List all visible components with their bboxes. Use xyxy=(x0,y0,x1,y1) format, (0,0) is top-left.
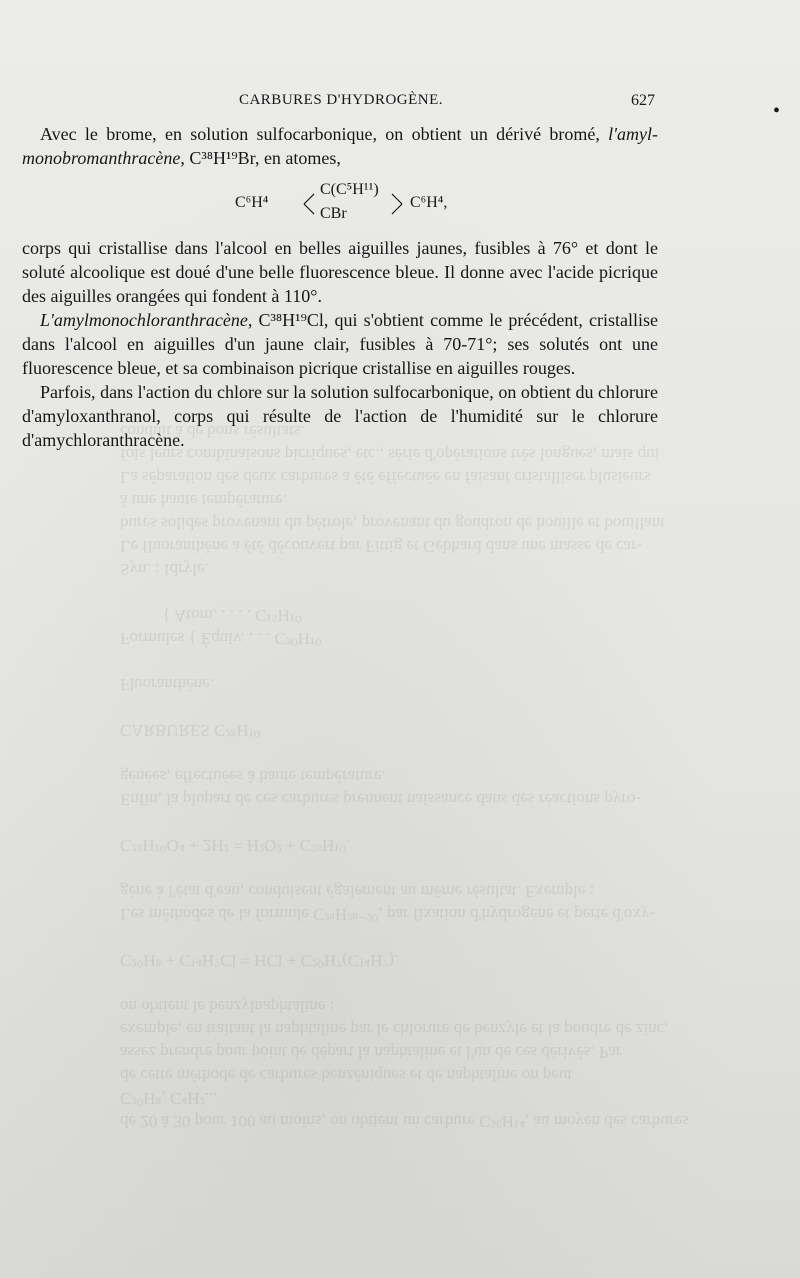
bleed-through-text: de 20 à 30 pour 100 au moins, on obtient un carbure C³⁶H¹⁴, au moyen des carbures C²⁰H⁸, C⁴H²... de cette méthode de carbures benzéniques et de naphtaline on peut assez prendre pour point de départ la naphtaline et l'un de ces dérivés. Par exemple, en traitant la naphtaline par le chlorure de benzyle et la poudre de zinc, on obtient le benzylnaphtaline : C²⁰H⁸ + C¹⁴H⁷Cl = HCl + C²⁰H⁷(C¹⁴H⁷). Les méthodes de la formule C²ⁿH²ⁿ⁻²⁰, par fixation d'hydrogène et perte d'oxy- gène à l'état d'eau, conduisent également au même résultat. Exemple : C²⁸H¹⁰O⁴ + 2H² = H²O² + C²⁸H¹⁰. Enfin, la plupart de ces carbures prennent naissance dans des réactions pyro- génées, effectuées à haute température. CARBURES C²⁸H¹⁰ Fluoranthène. Formules { Équiv. . . . C³⁰H¹⁰ { Atom. . . . . C¹⁵H¹⁰ Syn. : Idryle. Le fluoranthène a été découvert par Fittig et Gebhard dans une masse de car- bures solides provenant du pétrole, provenant du goudron de houille et bouillant à une haute température. La séparation des deux carbures a été effectuée en faisant cristalliser plusieurs fois leurs combinaisons picriques, etc., série d'opérations très longues, mais qui conduit à de bons résultats. xyxy=(120,422,689,1131)
formula-bottom-group: CBr xyxy=(320,205,347,222)
formula-left-group: C⁶H⁴ xyxy=(235,194,269,211)
formula-top-group: C(C⁵H¹¹) xyxy=(320,181,379,198)
page-number: 627 xyxy=(631,92,655,109)
formula-right-group: C⁶H⁴, xyxy=(410,194,448,211)
structural-formula xyxy=(22,178,658,228)
paragraph-bromo-text-a: Avec le brome, en solution sulfocarbonique, on obtient un dérivé bromé, xyxy=(40,124,609,144)
paragraph-chloro-text: , C³⁸H¹⁹Cl, qui s'obtient comme le précédent, cristallise dans l'alcool en aiguilles d'un jaune clair, fusibles à 70-71°; ses solutés ont une fluorescence bleue, et sa combinaison picrique cristallise en aiguilles rouges. xyxy=(22,310,658,378)
paragraph-bromo xyxy=(22,122,658,170)
main-text xyxy=(22,122,658,452)
paragraph-bromo-properties: corps qui cristallise dans l'alcool en belles aiguilles jaunes, fusibles à 76° et dont le soluté alcoolique est doué d'une belle fluorescence bleue. Il donne avec l'acide picrique des aiguilles orangées qui fondent à 110°. xyxy=(22,238,658,306)
paragraph-chlorure: Parfois, dans l'action du chlore sur la solution sulfocarbonique, on obtient du chlorure d'amyloxanthranol, corps qui résulte de l'action de l'humidité sur le chlorure d'amychloranthracène. xyxy=(22,382,658,450)
running-header: CARBURES D'HYDROGÈNE. xyxy=(238,92,444,108)
margin-mark: • xyxy=(772,100,780,122)
compound-name-bromo: l'amyl-monobromanthracène xyxy=(22,124,658,168)
paragraph-bromo-text-b: , C³⁸H¹⁹Br, en atomes, xyxy=(180,148,341,168)
compound-name-chloro: L'amylmonochloranthracène xyxy=(40,310,248,330)
paragraph-chloro xyxy=(22,308,658,380)
